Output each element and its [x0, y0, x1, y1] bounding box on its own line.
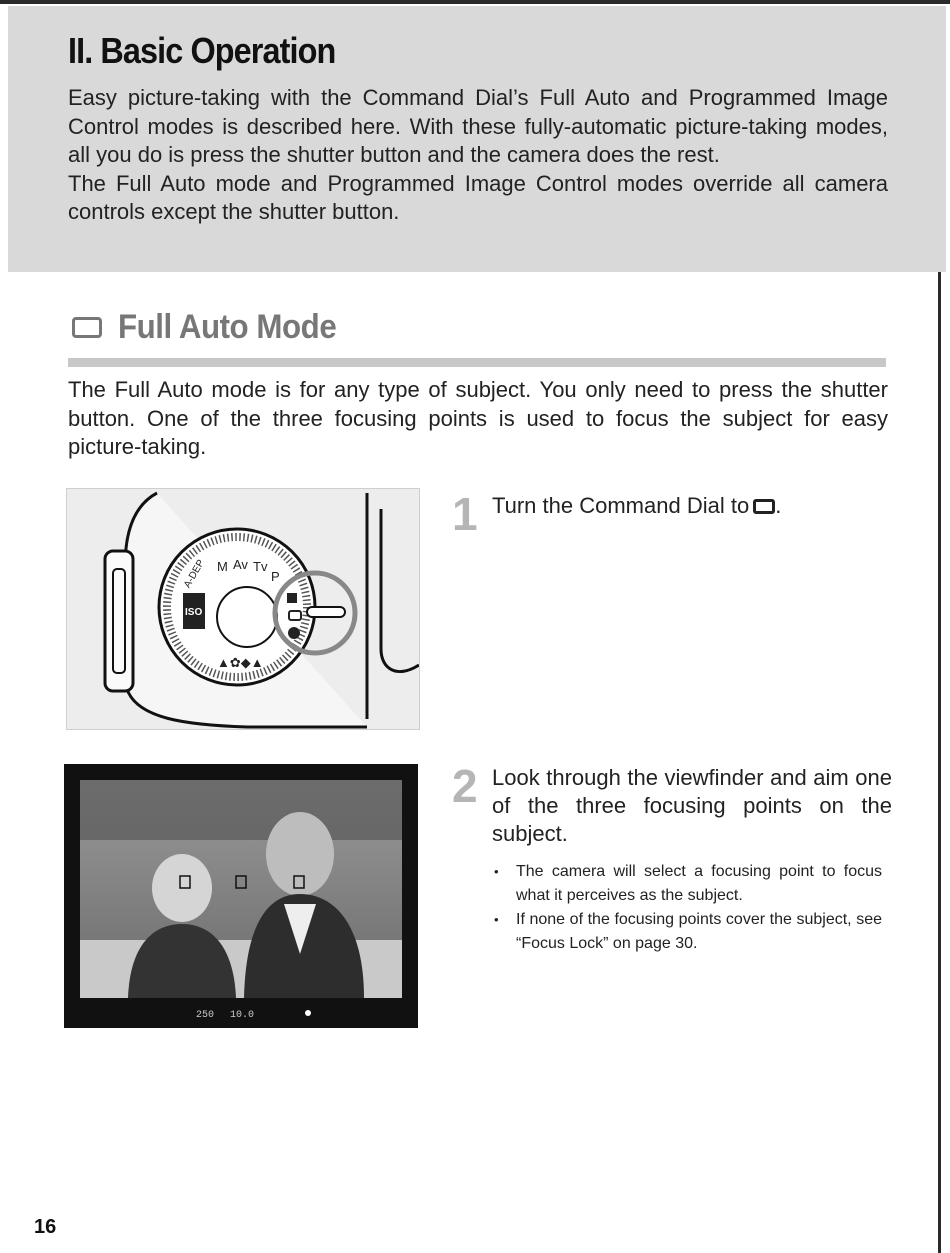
section-intro: The Full Auto mode is for any type of subject. You only need to press the shutter button. One of the three focusing points is used to focus the subject for easy picture-taking. — [68, 377, 888, 459]
step-2-bullet-2: • If none of the focusing points cover the subject, see “Focus Lock” on page 30. — [494, 908, 882, 956]
chapter-title: II. Basic Operation — [68, 30, 336, 71]
dial-label-m: M — [217, 559, 228, 574]
command-dial-figure — [66, 488, 420, 730]
dial-label-p: P — [271, 569, 280, 584]
camera-grip-line — [381, 509, 419, 672]
dial-label-tv: Tv — [253, 559, 268, 574]
step-2-number: 2 — [452, 760, 478, 812]
step-2-bullets — [494, 860, 882, 956]
chapter-intro — [68, 84, 888, 227]
step-2-text: Look through the viewfinder and aim one of the three focusing points on the subject. — [492, 765, 892, 846]
dial-label-av: Av — [233, 557, 248, 572]
dial-portrait-icon — [288, 627, 300, 639]
step-1-instruction: Turn the Command Dial to — [492, 493, 750, 518]
viewfinder-aperture: 10.0 — [230, 1010, 255, 1021]
person-right-head — [266, 812, 334, 896]
section-heading — [72, 308, 355, 347]
section-title: Full Auto Mode — [118, 308, 337, 346]
step-1-period: . — [775, 493, 782, 518]
viewfinder-illustration — [64, 764, 418, 1028]
viewfinder-shutter-speed: 250 — [196, 1010, 215, 1021]
camera-strap-lug — [105, 551, 133, 691]
step-1-number: 1 — [452, 488, 478, 540]
dial-mode-icon-dark — [287, 593, 297, 603]
top-rule — [0, 0, 950, 4]
dial-index-mark — [307, 607, 345, 617]
dial-label-iso: ISO — [185, 607, 203, 618]
full-auto-mode-icon — [753, 499, 775, 514]
section-rule — [68, 358, 886, 367]
viewfinder-figure — [64, 764, 418, 1028]
step-1-text — [492, 492, 781, 536]
step-2-bullet-1: • The camera will select a focusing point to focus what it perceives as the subject. — [494, 860, 882, 908]
dial-label-adep: A-DEP — [182, 557, 207, 590]
full-auto-mode-icon — [72, 317, 102, 338]
chapter-intro-paragraph-2: The Full Auto mode and Programmed Image Control modes override all camera controls except the shutter button. — [68, 170, 888, 224]
step-2 — [452, 760, 892, 848]
page-number: 16 — [34, 1216, 57, 1238]
chapter-intro-paragraph-1: Easy picture-taking with the Command Dial’s Full Auto and Programmed Image Control modes is described here. With these fully-automatic picture-taking modes, all you do is press the shutter button and the camera does the rest. — [68, 85, 888, 167]
command-dial-illustration — [67, 489, 419, 729]
background-foliage — [80, 780, 402, 840]
step-1 — [452, 488, 892, 540]
focus-confirmation-dot — [305, 1010, 311, 1016]
dial-scene-icons: ▲✿◆▲ — [217, 655, 264, 670]
